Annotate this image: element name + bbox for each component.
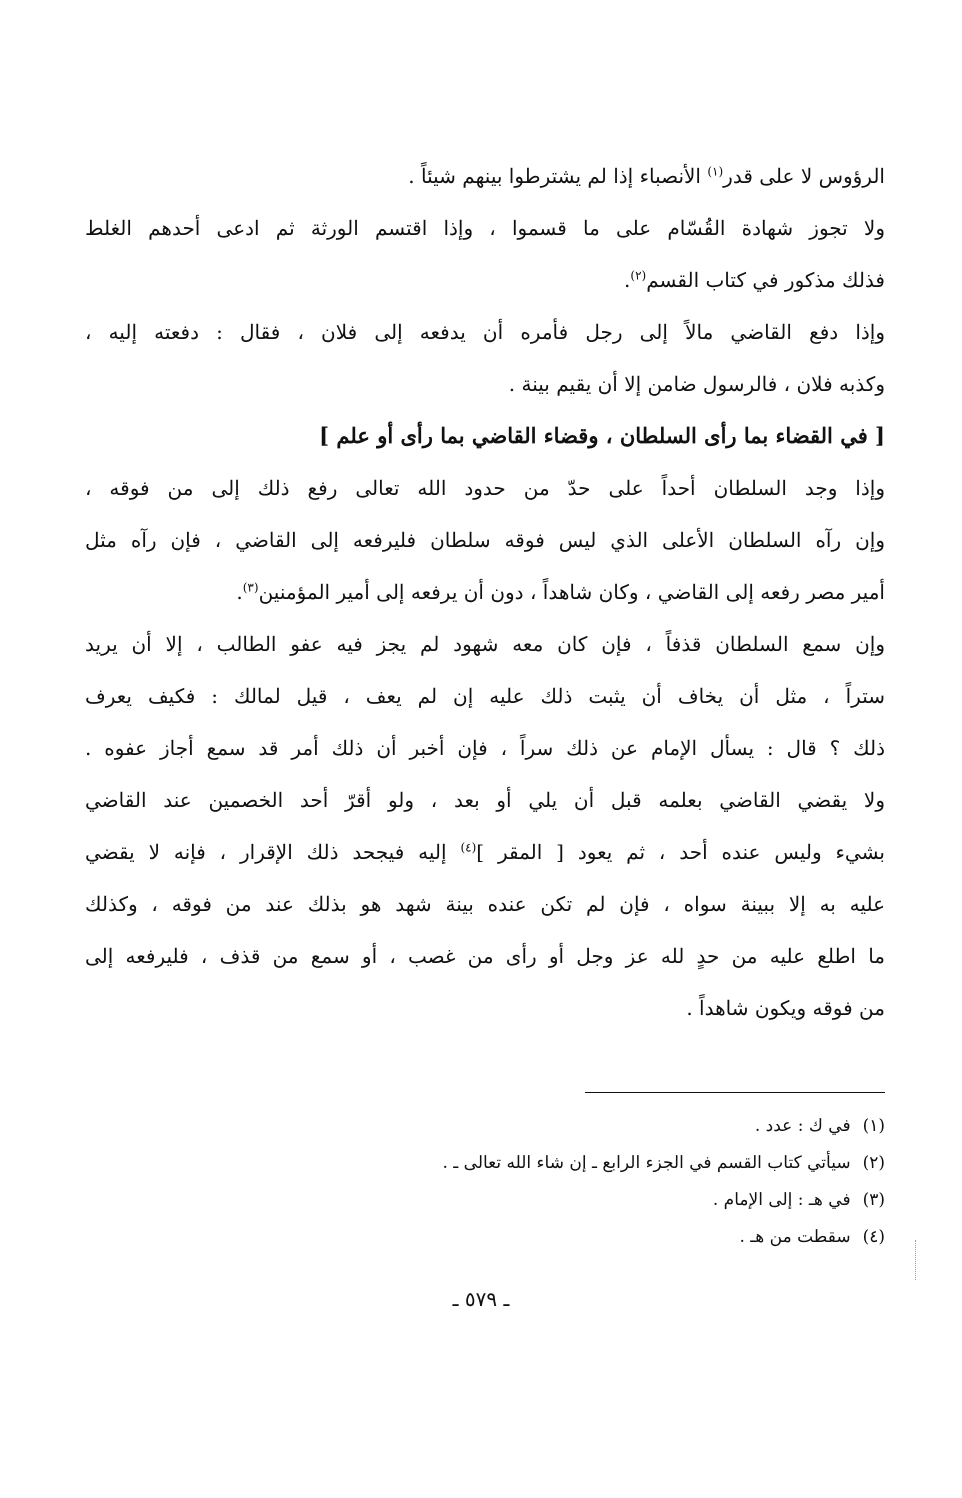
footnote-text: سقطت من هـ . bbox=[739, 1227, 851, 1247]
footnote-text: في ك : عدد . bbox=[754, 1116, 851, 1136]
text-line-1: الرؤوس لا على قدر$^{(١)}$ الأنصباء إذا لم يشترطوا بينهم شيئاً . bbox=[408, 164, 885, 188]
footnote-number: (١) bbox=[862, 1116, 885, 1136]
footnote-3 bbox=[85, 1182, 885, 1219]
footnote-text: سيأتي كتاب القسم في الجزء الرابع ـ إن شاء الله تعالى ـ . bbox=[442, 1153, 851, 1173]
footnote-number: (٣) bbox=[862, 1190, 885, 1210]
footnote-number: (٢) bbox=[862, 1153, 885, 1173]
text-line-16: ما اطلع عليه من حدٍ لله عز وجل أو رأى من غصب ، أو سمع من قذف ، فليرفعه إلى bbox=[85, 944, 885, 968]
footnote-marker-3[interactable]: (٣) bbox=[242, 580, 259, 595]
text-line-11: ستراً ، مثل أن يخاف أن يثبت ذلك عليه إن لم يعف ، قيل لمالك : فكيف يعرف bbox=[85, 684, 885, 708]
text-line-13: ولا يقضي القاضي بعلمه قبل أن يلي أو بعد ، ولو أقرّ أحد الخصمين عند القاضي bbox=[85, 788, 885, 812]
text-line-15: عليه به إلا ببينة سواه ، فإن لم تكن عنده بينة شهد هو بذلك عند من فوقه ، وكذلك bbox=[85, 892, 885, 916]
footnotes bbox=[85, 1108, 885, 1256]
footnote-4 bbox=[85, 1219, 885, 1256]
text-line-2: ولا تجوز شهادة القُسّام على ما قسموا ، وإذا اقتسم الورثة ثم ادعى أحدهم الغلط bbox=[85, 216, 885, 240]
footnote-number: (٤) bbox=[862, 1227, 885, 1247]
section-heading: [ في القضاء بما رأى السلطان ، وقضاء القاضي بما رأى أو علم ] bbox=[319, 423, 885, 448]
footnote-marker-2[interactable]: (٢) bbox=[630, 268, 647, 283]
text-line-17: من فوقه ويكون شاهداً . bbox=[686, 996, 885, 1020]
text-line-5: وكذبه فلان ، فالرسول ضامن إلا أن يقيم بينة . bbox=[508, 372, 885, 396]
text-line-9: أمير مصر رفعه إلى القاضي ، وكان شاهداً ، دون أن يرفعه إلى أمير المؤمنين$^{(٣)}$. bbox=[236, 580, 885, 604]
text-line-14: بشيء وليس عنده أحد ، ثم يعود [ المقر ]$^{(٤)}$ إليه فيجحد ذلك الإقرار ، فإنه لا يقضي bbox=[85, 840, 885, 864]
text-line-8: وإن رآه السلطان الأعلى الذي ليس فوقه سلطان فليرفعه إلى القاضي ، فإن رآه مثل bbox=[85, 528, 885, 552]
footnote-divider bbox=[585, 1092, 885, 1093]
footnote-2 bbox=[85, 1145, 885, 1182]
text-line-7: وإذا وجد السلطان أحداً على حدّ من حدود الله تعالى رفع ذلك إلى من فوقه ، bbox=[85, 476, 885, 500]
text-line-12: ذلك ؟ قال : يسأل الإمام عن ذلك سراً ، فإن أخبر أن ذلك أمر قد سمع أجاز عفوه . bbox=[85, 736, 885, 760]
page-number: ـ ٥٧٩ ـ bbox=[452, 1287, 510, 1311]
footnote-1 bbox=[85, 1108, 885, 1145]
text-line-3: فذلك مذكور في كتاب القسم$^{(٢)}$. bbox=[624, 268, 885, 292]
footnote-text: في هـ : إلى الإمام . bbox=[712, 1190, 851, 1210]
scan-margin-mark bbox=[915, 1240, 916, 1280]
text-line-10: وإن سمع السلطان قذفاً ، فإن كان معه شهود لم يجز فيه عفو الطالب ، إلا أن يريد bbox=[85, 632, 885, 656]
footnote-marker-4[interactable]: (٤) bbox=[460, 840, 477, 855]
text-line-4: وإذا دفع القاضي مالاً إلى رجل فأمره أن يدفعه إلى فلان ، فقال : دفعته إليه ، bbox=[85, 320, 885, 344]
main-text bbox=[85, 150, 885, 1034]
footnote-marker-1[interactable]: (١) bbox=[707, 164, 724, 179]
